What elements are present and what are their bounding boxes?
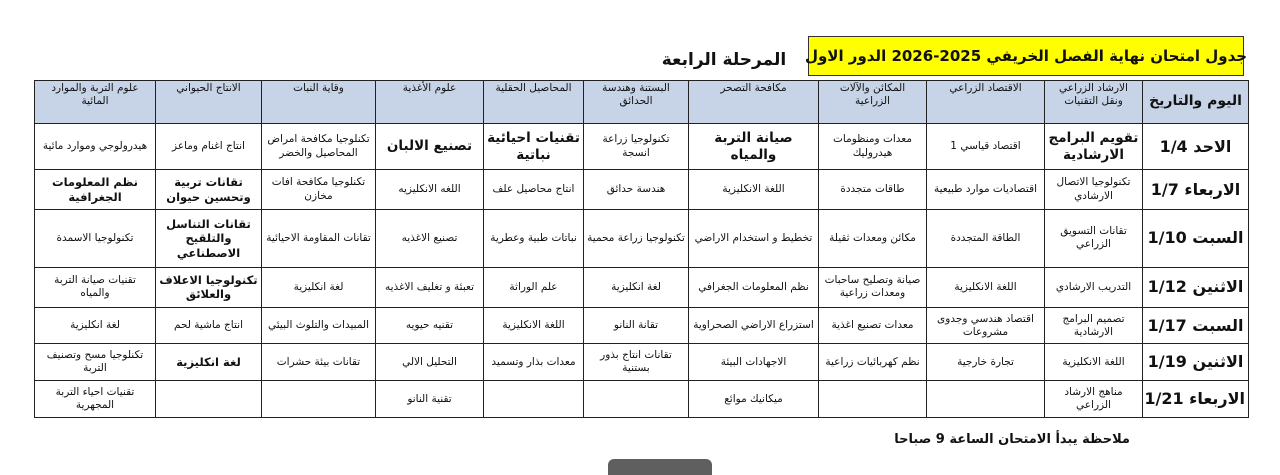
table-cell: تكنلوجيا مكافحة افات مخازن bbox=[262, 170, 376, 210]
table-cell: تجارة خارجية bbox=[927, 344, 1045, 381]
table-cell bbox=[819, 381, 927, 418]
table-cell: اللغة الانكليزية bbox=[927, 267, 1045, 307]
header-day-date: اليوم والتاريخ bbox=[1143, 81, 1249, 124]
table-cell: نظم المعلومات الجغرافي bbox=[689, 267, 819, 307]
stage-label: المرحلة الرابعة bbox=[661, 50, 787, 70]
bottom-overlay-bar bbox=[608, 459, 712, 475]
table-cell: تكنولوجيا الاتصال الارشادي bbox=[1045, 170, 1143, 210]
table-row bbox=[35, 267, 1249, 307]
table-cell: لغة انكليزية bbox=[156, 344, 262, 381]
table-cell: اقتصاديات موارد طبيعية bbox=[927, 170, 1045, 210]
header-animal-production: الانتاج الحيواني bbox=[156, 81, 262, 124]
table-cell: تكنولوجيا الاسمدة bbox=[35, 210, 156, 268]
table-cell: تقانات المقاومة الاحيائية bbox=[262, 210, 376, 268]
header-economics: الاقتصاد الزراعي bbox=[927, 81, 1045, 124]
table-cell: اللغه الانكليزيه bbox=[376, 170, 484, 210]
day-cell: الاثنين 1/12 bbox=[1143, 267, 1249, 307]
table-cell: نباتات طبية وعطرية bbox=[484, 210, 584, 268]
table-row bbox=[35, 381, 1249, 418]
header-soil-water: علوم التربة والموارد المائية bbox=[35, 81, 156, 124]
header-food-science: علوم الأغذية bbox=[376, 81, 484, 124]
table-row bbox=[35, 307, 1249, 344]
table-cell: تقنيات احيائية نباتية bbox=[484, 124, 584, 170]
table-cell: معدات بذار وتسميد bbox=[484, 344, 584, 381]
table-cell: تقانات انتاج بذور بستنية bbox=[584, 344, 689, 381]
table-row bbox=[35, 124, 1249, 170]
table-cell: تعبئة و تغليف الاغذيه bbox=[376, 267, 484, 307]
day-cell: الاثنين 1/19 bbox=[1143, 344, 1249, 381]
table-cell: تكنلوجيا مسح وتصنيف التربة bbox=[35, 344, 156, 381]
table-cell: تصميم البرامج الارشادية bbox=[1045, 307, 1143, 344]
table-cell: مكائن ومعدات ثقيلة bbox=[819, 210, 927, 268]
table-cell: نظم المعلومات الجغرافية bbox=[35, 170, 156, 210]
table-cell: هندسة حدائق bbox=[584, 170, 689, 210]
table-cell: علم الوراثة bbox=[484, 267, 584, 307]
table-cell: تكنولوجيا زراعة محمية bbox=[584, 210, 689, 268]
table-cell bbox=[262, 381, 376, 418]
header-desertification: مكافحة التصحر bbox=[689, 81, 819, 124]
table-cell: انتاج اغنام وماعز bbox=[156, 124, 262, 170]
exam-schedule-table bbox=[34, 80, 1249, 418]
table-cell: التدريب الارشادي bbox=[1045, 267, 1143, 307]
day-cell: السبت 1/10 bbox=[1143, 210, 1249, 268]
table-cell: اقتصاد قياسي 1 bbox=[927, 124, 1045, 170]
table-cell: لغة انكليزية bbox=[262, 267, 376, 307]
table-cell bbox=[484, 381, 584, 418]
header-plant-protection: وقاية النبات bbox=[262, 81, 376, 124]
header-machinery: المكائن والآلات الزراعية bbox=[819, 81, 927, 124]
table-cell: معدات ومنظومات هيدروليك bbox=[819, 124, 927, 170]
table-cell: اقتصاد هندسي وجدوى مشروعات bbox=[927, 307, 1045, 344]
table-cell: تقنيه حيويه bbox=[376, 307, 484, 344]
table-row bbox=[35, 344, 1249, 381]
table-cell: تقانات التسويق الزراعي bbox=[1045, 210, 1143, 268]
table-cell: تخطيط و استخدام الاراضي bbox=[689, 210, 819, 268]
table-row bbox=[35, 170, 1249, 210]
table-cell: تقانات بيئة حشرات bbox=[262, 344, 376, 381]
table-cell: الطاقة المتجددة bbox=[927, 210, 1045, 268]
header-extension: الارشاد الزراعي ونقل التقنيات bbox=[1045, 81, 1143, 124]
day-cell: الاحد 1/4 bbox=[1143, 124, 1249, 170]
table-cell: تقنيات صيانة التربة والمياه bbox=[35, 267, 156, 307]
table-cell: ميكانيك موائع bbox=[689, 381, 819, 418]
table-cell: معدات تصنيع اغذية bbox=[819, 307, 927, 344]
table-cell: استزراع الاراضي الصحراوية bbox=[689, 307, 819, 344]
table-cell: انتاج محاصيل علف bbox=[484, 170, 584, 210]
header-horticulture: البستنة وهندسة الحدائق bbox=[584, 81, 689, 124]
table-cell: لغة انكليزية bbox=[584, 267, 689, 307]
table-cell: تكنولوجيا زراعة انسجة bbox=[584, 124, 689, 170]
table-cell: تصنيع الالبان bbox=[376, 124, 484, 170]
table-cell: مناهج الارشاد الزراعي bbox=[1045, 381, 1143, 418]
header-field-crops: المحاصيل الحقلية bbox=[484, 81, 584, 124]
day-cell: السبت 1/17 bbox=[1143, 307, 1249, 344]
table-cell: التحليل الالي bbox=[376, 344, 484, 381]
day-cell: الاربعاء 1/7 bbox=[1143, 170, 1249, 210]
table-cell: تقانات التناسل والتلقيح الاصطناعي bbox=[156, 210, 262, 268]
table-cell bbox=[156, 381, 262, 418]
table-cell: المبيدات والتلوث البيئي bbox=[262, 307, 376, 344]
day-cell: الاربعاء 1/21 bbox=[1143, 381, 1249, 418]
table-cell: صيانة وتصليح ساحبات ومعدات زراعية bbox=[819, 267, 927, 307]
table-header-row bbox=[35, 81, 1249, 124]
table-cell: هيدرولوجي وموارد مائية bbox=[35, 124, 156, 170]
table-cell: لغة انكليزية bbox=[35, 307, 156, 344]
table-cell: الاجهادات البيئة bbox=[689, 344, 819, 381]
table-cell: تصنيع الاغذيه bbox=[376, 210, 484, 268]
table-cell: صيانة التربة والمياه bbox=[689, 124, 819, 170]
table-cell: تقنية النانو bbox=[376, 381, 484, 418]
table-cell: تكنولوجيا الاعلاف والعلائق bbox=[156, 267, 262, 307]
table-cell: انتاج ماشية لحم bbox=[156, 307, 262, 344]
table-cell: تكنلوجيا مكافحة امراض المحاصيل والخضر bbox=[262, 124, 376, 170]
table-cell: طاقات متجددة bbox=[819, 170, 927, 210]
table-cell bbox=[927, 381, 1045, 418]
exam-schedule-title: جدول امتحان نهاية الفصل الخريفي 2025-2026 الدور الاول bbox=[808, 36, 1244, 76]
table-cell: اللغة الانكليزية bbox=[484, 307, 584, 344]
table-row bbox=[35, 210, 1249, 268]
table-cell: تقنيات احياء التربة المجهرية bbox=[35, 381, 156, 418]
table-cell: تقانة النانو bbox=[584, 307, 689, 344]
table-cell: تقويم البرامج الارشادية bbox=[1045, 124, 1143, 170]
exam-time-note: ملاحظة يبدأ الامتحان الساعة 9 صباحا bbox=[894, 432, 1130, 447]
table-cell: تقانات تربية وتحسين حيوان bbox=[156, 170, 262, 210]
table-cell: اللغة الانكليزية bbox=[1045, 344, 1143, 381]
table-cell bbox=[584, 381, 689, 418]
table-cell: نظم كهربائيات زراعية bbox=[819, 344, 927, 381]
table-cell: اللغة الانكليزية bbox=[689, 170, 819, 210]
